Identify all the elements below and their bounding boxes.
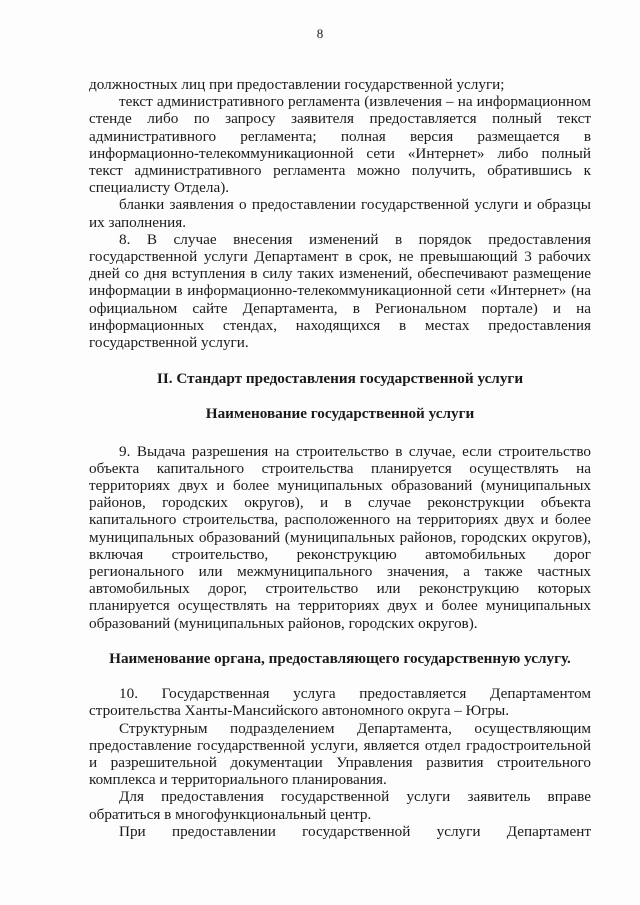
paragraph-9: 9. Выдача разрешения на строительство в случае, если строительство объекта капитального строительства планируется осуществлять на территориях двух и более муниципальных образований (муниципальных районов, городских округов), и в случае реконструкции объекта капитального строительства, расположенного на территориях двух и более муниципальных образований (муниципальных районов, городских округов), включая строительство, реконструкцию автомобильных дорог регионального или межмуниципального значения, а также частных автомобильных дорог, строительство или реконструкцию которых планируется осуществлять на территориях двух и более муниципальных образований (муниципальных районов, городских округов). [89, 442, 591, 632]
paragraph: текст административного регламента (извлечения – на информационном стенде либо по запросу заявителя предоставляется полный текст административного регламента; полная версия размещается в информационно-телекоммуникационной сети «Интернет» либо полный текст административного регламента можно получить, обратившись к специалисту Отдела). [89, 93, 591, 197]
section-title: II. Стандарт предоставления государственной услуги [156, 370, 524, 388]
paragraph-8: 8. В случае внесения изменений в порядок предоставления государственной услуги Департамент в срок, не превышающий 3 рабочих дней со дня вступления в силу таких изменений, обеспечивают размещение информации в информационно-телекоммуникационной сети «Интернет» (на официальном сайте Департамента, в Региональном портале) и на информационных стендах, находящихся в местах предоставления государственной услуги. [89, 230, 591, 352]
paragraph: При предоставлении государственной услуги Департамент [119, 822, 591, 840]
paragraph: Для предоставления государственной услуги заявитель вправе обратиться в многофункциональный центр. [89, 788, 591, 823]
subsection-title: Наименование государственной услуги [205, 405, 475, 423]
subsection-title: Наименование органа, предоставляющего государственную услугу. [109, 649, 571, 667]
paragraph: должностных лиц при предоставлении государственной услуги; [89, 76, 505, 93]
page-number: 8 [316, 26, 324, 41]
page-body [89, 76, 591, 840]
paragraph: Структурным подразделением Департамента, осуществляющим предоставление государственной услуги, является отдел градостроительной и разрешительной документации Управления развития строительного комплекса и территориального планирования. [89, 719, 591, 789]
paragraph: бланки заявления о предоставлении государственной услуги и образцы их заполнения. [89, 196, 591, 231]
paragraph-10: 10. Государственная услуга предоставляется Департаментом строительства Ханты-Мансийского автономного округа – Югры. [89, 685, 591, 720]
